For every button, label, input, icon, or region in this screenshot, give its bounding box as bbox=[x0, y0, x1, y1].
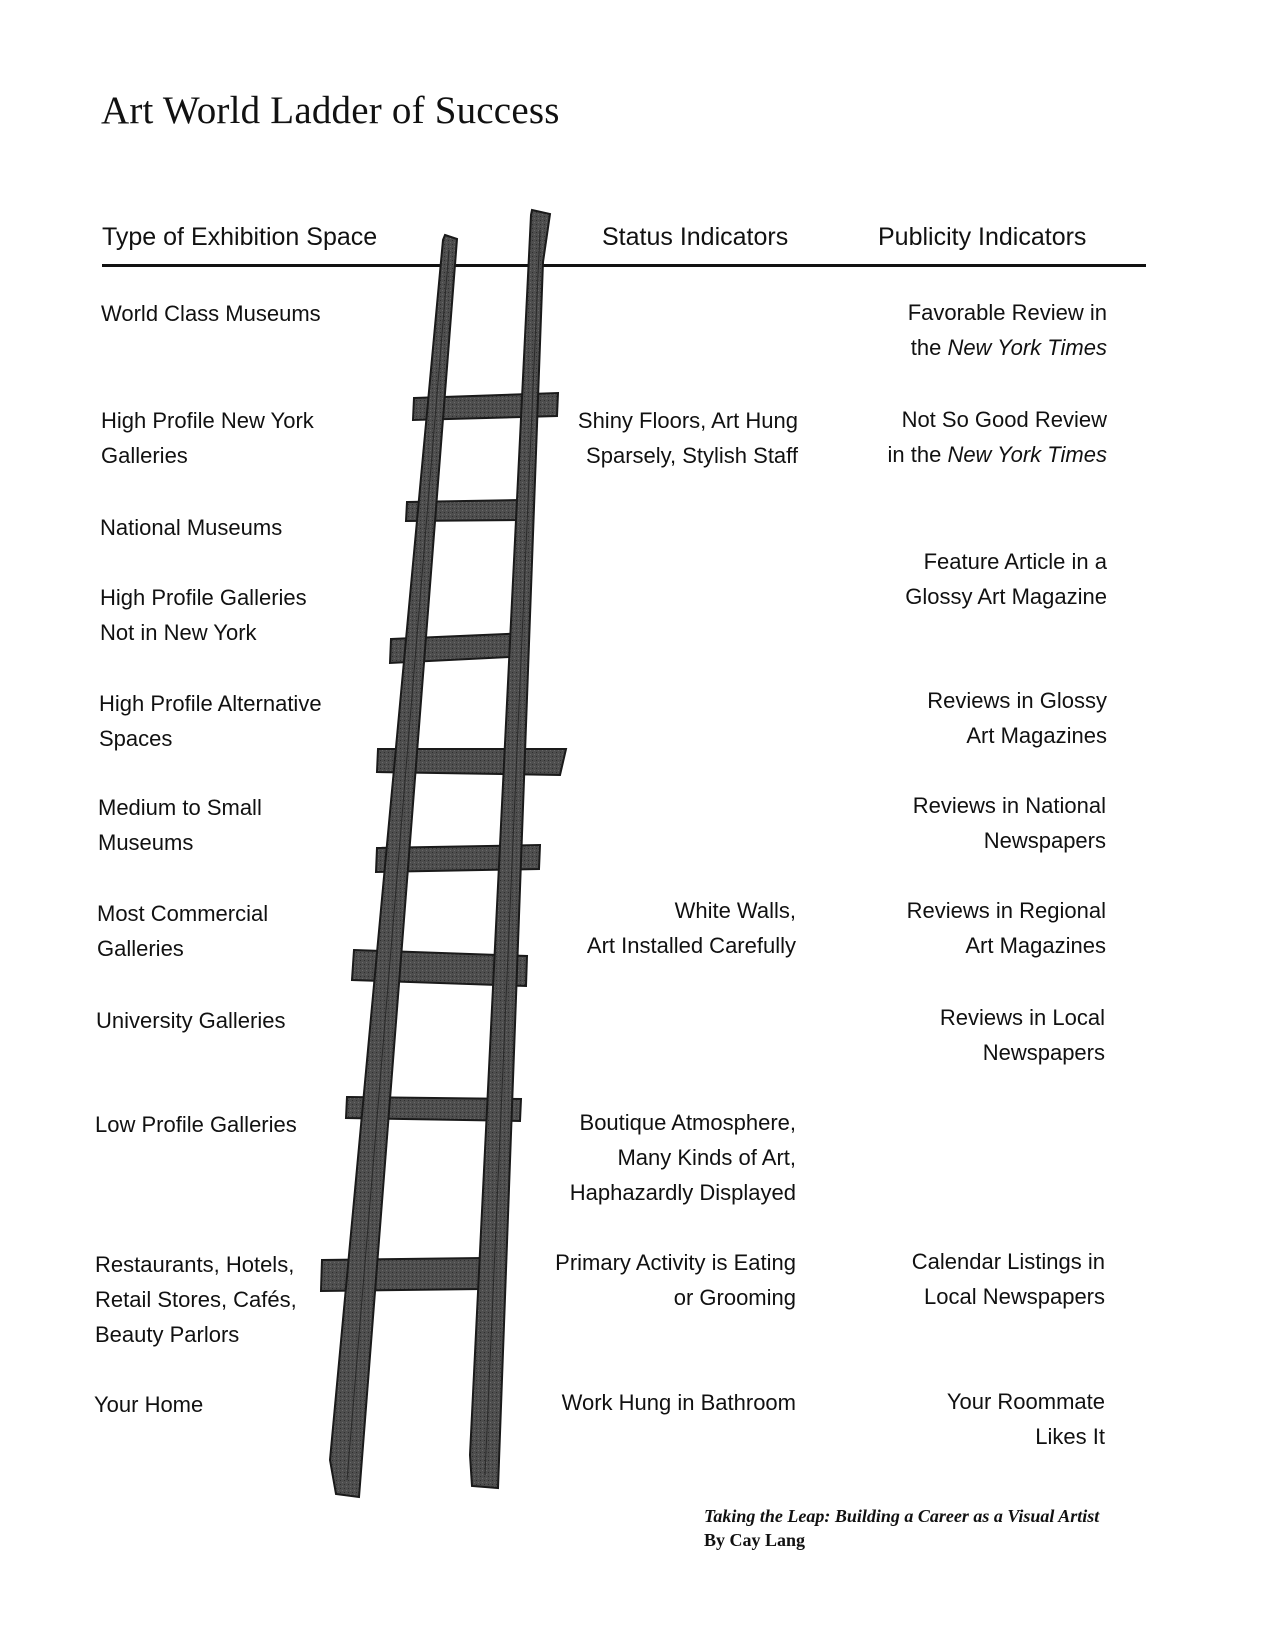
publicity-not-so-good-review: Not So Good Review in the New York Times bbox=[887, 407, 1107, 467]
exhibition-space-your-home: Your Home bbox=[94, 1392, 204, 1417]
exhibition-space-most-commercial: Most Commercial Galleries bbox=[97, 901, 269, 961]
status-boutique: Boutique Atmosphere, Many Kinds of Art, Haphazardly Displayed bbox=[569, 1110, 796, 1205]
publicity-national-newspapers: Reviews in National Newspapers bbox=[912, 793, 1106, 853]
publicity-favorable-review: Favorable Review in the New York Times bbox=[907, 300, 1107, 360]
column-header-exhibition-space: Type of Exhibition Space bbox=[102, 223, 378, 251]
status-eating-grooming: Primary Activity is Eating or Grooming bbox=[555, 1250, 796, 1310]
citation bbox=[704, 1504, 1099, 1552]
column-header-publicity: Publicity Indicators bbox=[878, 223, 1087, 251]
status-white-walls: White Walls, Art Installed Carefully bbox=[586, 898, 796, 958]
publicity-calendar-listings: Calendar Listings in Local Newspapers bbox=[911, 1249, 1105, 1309]
exhibition-space-restaurants: Restaurants, Hotels, Retail Stores, Cafés, Beauty Parlors bbox=[95, 1252, 297, 1347]
column-header-status: Status Indicators bbox=[602, 223, 789, 251]
status-bathroom: Work Hung in Bathroom bbox=[561, 1390, 796, 1415]
exhibition-space-high-profile-non-ny: High Profile Galleries Not in New York bbox=[100, 585, 307, 645]
exhibition-space-national-museums: National Museums bbox=[100, 515, 283, 540]
citation-author: By Cay Lang bbox=[704, 1530, 806, 1550]
exhibition-space-world-class-museums: World Class Museums bbox=[101, 301, 321, 326]
publicity-regional-magazines: Reviews in Regional Art Magazines bbox=[906, 898, 1106, 958]
exhibition-space-medium-small-museums: Medium to Small Museums bbox=[98, 795, 262, 855]
citation-book-title: Taking the Leap: Building a Career as a Visual Artist bbox=[704, 1506, 1100, 1526]
exhibition-space-high-profile-alternative: High Profile Alternative Spaces bbox=[99, 691, 322, 751]
exhibition-space-low-profile: Low Profile Galleries bbox=[95, 1112, 297, 1137]
status-shiny-floors: Shiny Floors, Art Hung Sparsely, Stylish Staff bbox=[577, 408, 798, 468]
page-title: Art World Ladder of Success bbox=[101, 89, 560, 132]
publicity-feature-article: Feature Article in a Glossy Art Magazine bbox=[905, 549, 1107, 609]
exhibition-space-high-profile-ny: High Profile New York Galleries bbox=[101, 408, 314, 468]
exhibition-space-university: University Galleries bbox=[96, 1008, 286, 1033]
publicity-local-newspapers: Reviews in Local Newspapers bbox=[939, 1005, 1105, 1065]
publicity-roommate: Your Roommate Likes It bbox=[946, 1389, 1105, 1449]
publicity-glossy-reviews: Reviews in Glossy Art Magazines bbox=[927, 688, 1107, 748]
